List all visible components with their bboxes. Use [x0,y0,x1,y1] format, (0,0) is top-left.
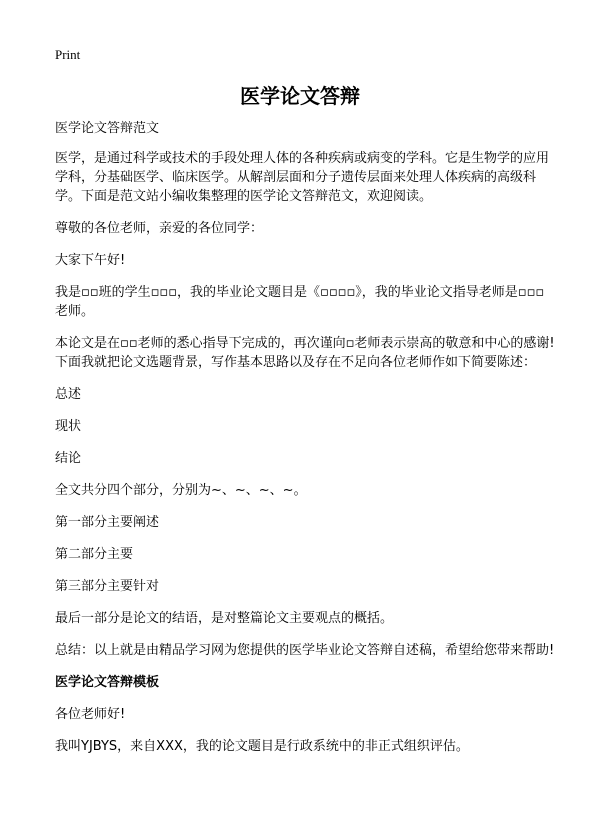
article-body [55,119,555,769]
outline-item-overview: 总述 [55,387,82,402]
salutation: 尊敬的各位老师，亲爱的各位同学： [55,221,264,236]
template-greeting: 各位老师好! [55,707,126,722]
self-introduction: 我是▫▫班的学生▫▫▫，我的毕业论文题目是《▫▫▫▫》，我的毕业论文指导老师是▫▫▫老师。 [55,285,545,319]
template-heading: 医学论文答辩模板 [55,675,160,690]
template-self-introduction: 我叫YJBYS，来自XXX，我的论文题目是行政系统中的非正式组织评估。 [55,739,469,754]
intro-paragraph: 医学，是通过科学或技术的手段处理人体的各种疾病或病变的学科。它是生物学的应用学科，分基础医学、临床医学。从解剖层面和分子遗传层面来处理人体疾病的高级科学。下面是范文站小编收集整理的医学论文答辩范文，欢迎阅读。 [55,151,550,204]
part-three: 第三部分主要针对 [55,579,160,594]
outline-item-status: 现状 [55,419,82,434]
summary-paragraph: 总结：以上就是由精品学习网为您提供的医学毕业论文答辩自述稿，希望给您带来帮助! [55,643,555,658]
section-subtitle: 医学论文答辩范文 [55,121,160,136]
page-title: 医学论文答辩 [240,84,360,108]
final-part: 最后一部分是论文的结语，是对整篇论文主要观点的概括。 [55,611,394,626]
outline-item-conclusion: 结论 [55,451,82,466]
structure-summary: 全文共分四个部分，分别为~、~、~、~。 [55,483,307,498]
greeting: 大家下午好! [55,253,126,268]
print-link[interactable]: Print [55,47,81,62]
part-two: 第二部分主要 [55,547,134,562]
part-one: 第一部分主要阐述 [55,515,160,530]
acknowledgement-paragraph: 本论文是在▫▫老师的悉心指导下完成的，再次谨向▫老师表示崇高的敬意和中心的感谢!下面我就把论文选题背景，写作基本思路以及存在不足向各位老师作如下简要陈述： [55,336,555,370]
